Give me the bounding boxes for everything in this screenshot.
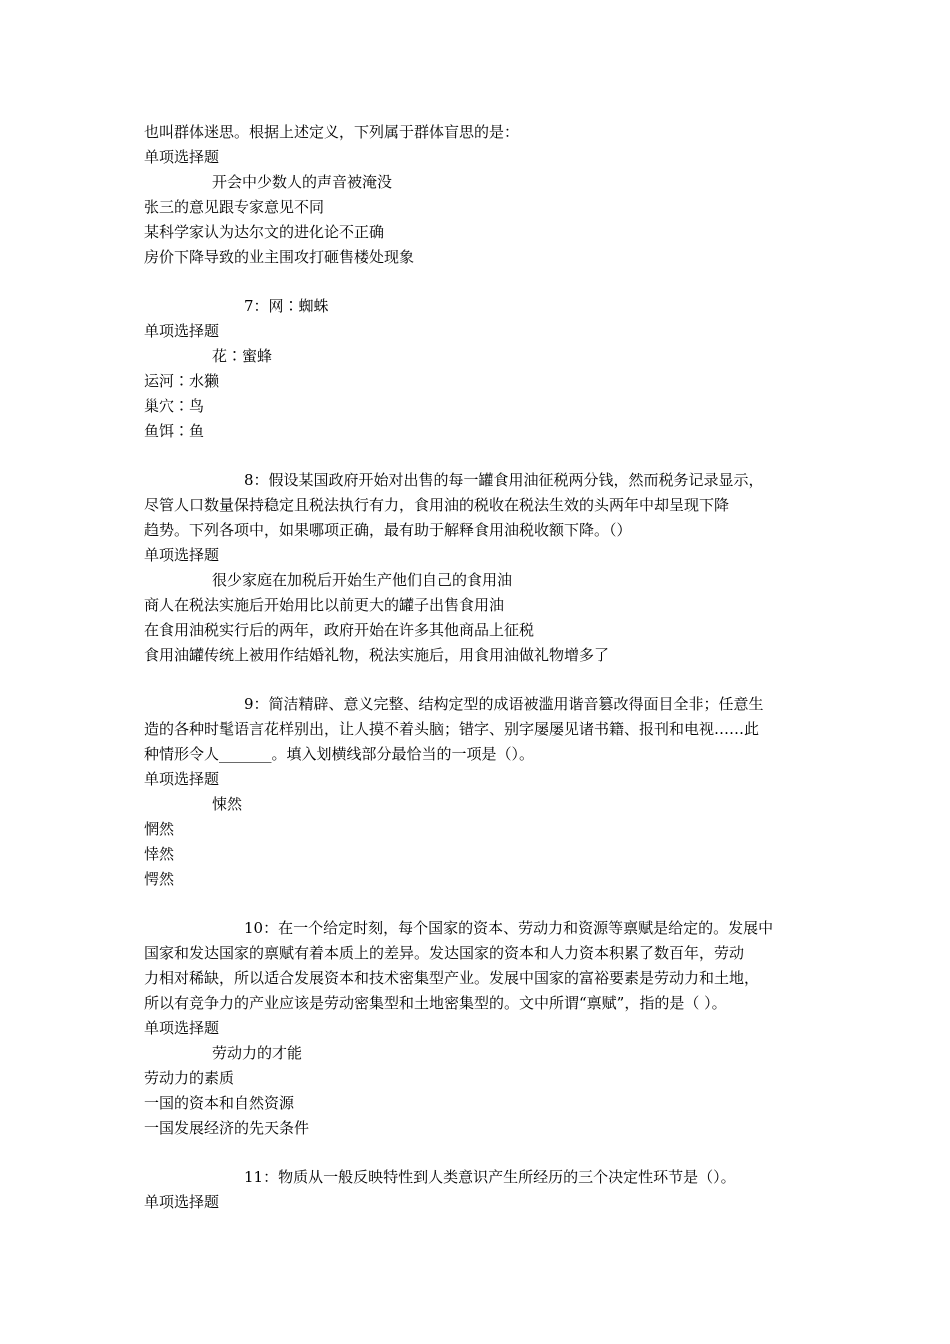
option-a: 很少家庭在加税后开始生产他们自己的食用油 <box>212 571 513 589</box>
option-a: 花∶蜜蜂 <box>212 347 273 365</box>
option-b: 劳动力的素质 <box>144 1069 235 1087</box>
document-page <box>144 120 824 1215</box>
question-stem-line: 尽管人口数量保持稳定且税法执行有力，食用油的税收在税法生效的头两年中却呈现下降 <box>144 496 730 514</box>
option-c: 一国的资本和自然资源 <box>144 1094 295 1112</box>
option-a: 劳动力的才能 <box>212 1044 303 1062</box>
option-d: 鱼饵∶鱼 <box>144 422 205 440</box>
option-d: 一国发展经济的先天条件 <box>144 1119 310 1137</box>
option-a: 开会中少数人的声音被淹没 <box>212 173 393 191</box>
option-c: 在食用油税实行后的两年，政府开始在许多其他商品上征税 <box>144 621 535 639</box>
question-stem-line: 造的各种时髦语言花样别出，让人摸不着头脑；错字、别字屡屡见诸书籍、报刊和电视……此 <box>144 720 760 738</box>
question-stem-line: 种情形令人_______。填入划横线部分最恰当的一项是（）。 <box>144 745 535 763</box>
question-type: 单项选择题 <box>144 1019 220 1037</box>
question-stem-line: 10：在一个给定时刻，每个国家的资本、劳动力和资源等禀赋是给定的。发展中 <box>244 919 774 937</box>
question-stem-line: 趋势。下列各项中，如果哪项正确，最有助于解释食用油税收额下降。（） <box>144 521 632 539</box>
question-stem-line: 8：假设某国政府开始对出售的每一罐食用油征税两分钱，然而税务记录显示， <box>244 471 764 489</box>
question-stem-line: 9：简洁精辟、意义完整、结构定型的成语被滥用谐音篡改得面目全非；任意生 <box>244 695 764 713</box>
option-c: 某科学家认为达尔文的进化论不正确 <box>144 223 385 241</box>
option-d: 食用油罐传统上被用作结婚礼物，税法实施后，用食用油做礼物增多了 <box>144 646 610 664</box>
question-stem: 7：网∶蜘蛛 <box>244 297 329 315</box>
question-type: 单项选择题 <box>144 546 220 564</box>
option-b: 惘然 <box>144 820 175 838</box>
question-stem: 11：物质从一般反映特性到人类意识产生所经历的三个决定性环节是（）。 <box>244 1168 736 1186</box>
question-stem-line: 力相对稀缺，所以适合发展资本和技术密集型产业。发展中国家的富裕要素是劳动力和土地， <box>144 969 760 987</box>
option-d: 房价下降导致的业主围攻打砸售楼处现象 <box>144 248 415 266</box>
option-b: 张三的意见跟专家意见不同 <box>144 198 325 216</box>
option-b: 商人在税法实施后开始用比以前更大的罐子出售食用油 <box>144 596 505 614</box>
option-a: 悚然 <box>212 795 243 813</box>
question-type: 单项选择题 <box>144 322 220 340</box>
question-type: 单项选择题 <box>144 148 220 166</box>
option-b: 运河∶水獭 <box>144 372 220 390</box>
option-c: 巢穴∶鸟 <box>144 397 205 415</box>
question-type: 单项选择题 <box>144 770 220 788</box>
question-type: 单项选择题 <box>144 1193 220 1211</box>
question-stem-line: 所以有竞争力的产业应该是劳动密集型和土地密集型的。文中所谓“禀赋”，指的是（ ）。 <box>144 994 727 1012</box>
question-stem-line: 国家和发达国家的禀赋有着本质上的差异。发达国家的资本和人力资本积累了数百年，劳动 <box>144 944 745 962</box>
option-c: 悻然 <box>144 845 175 863</box>
question-stem: 也叫群体迷思。根据上述定义，下列属于群体盲思的是： <box>144 123 520 141</box>
option-d: 愕然 <box>144 870 175 888</box>
